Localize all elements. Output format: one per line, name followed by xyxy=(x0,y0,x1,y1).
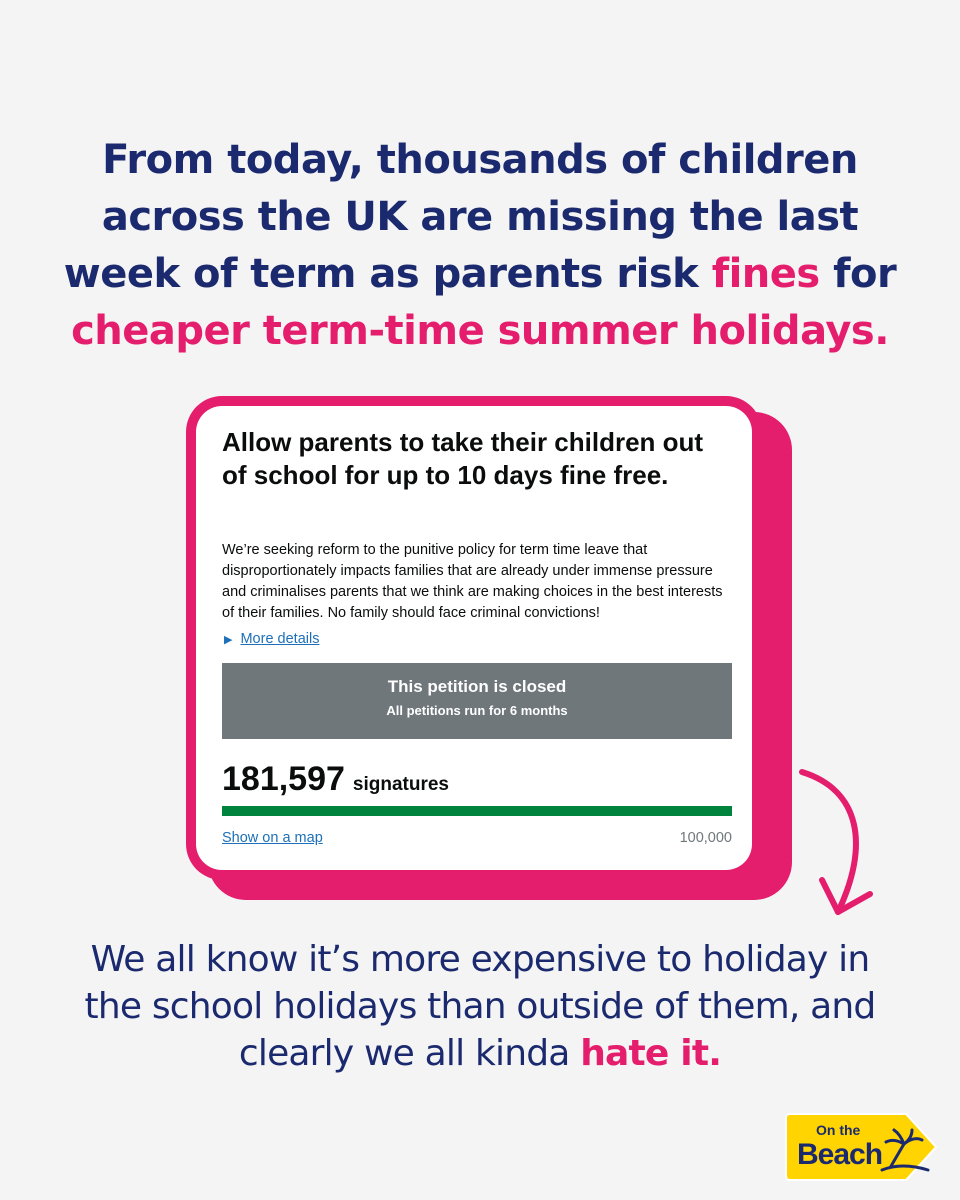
logo-text-big: Beach xyxy=(797,1138,883,1171)
triangle-right-icon: ▶ xyxy=(224,634,233,646)
petition-closed-banner xyxy=(222,663,732,739)
signature-row xyxy=(222,760,449,799)
headline-line-3 xyxy=(20,246,940,303)
headline-line-1: From today, thousands of children xyxy=(102,137,858,183)
headline-line-2: across the UK are missing the last xyxy=(101,194,859,240)
headline-line-3-pre: week of term as parents risk xyxy=(63,251,712,297)
signature-target: 100,000 xyxy=(679,830,732,846)
bottom-line-2: the school holidays than outside of them, and xyxy=(84,986,876,1027)
bottom-line-1: We all know it’s more expensive to holiday in xyxy=(90,939,870,980)
more-details-link[interactable]: More details xyxy=(240,631,320,647)
petition-card xyxy=(196,406,752,870)
show-on-map-link[interactable]: Show on a map xyxy=(222,830,323,846)
headline xyxy=(20,132,940,360)
petition-title: Allow parents to take their children out of school for up to 10 days fine free. xyxy=(222,427,704,490)
headline-line-4: cheaper term-time summer holidays. xyxy=(71,308,889,354)
signature-label: signatures xyxy=(352,774,449,795)
bottom-line-3-pre: clearly we all kinda xyxy=(238,1033,581,1074)
petition-description: We’re seeking reform to the punitive policy for term time leave that disproportionately impacts families that are already under immense pressure and criminalises parents that we think are making choices in the best interests of their families. No family should face criminal convictions! xyxy=(222,542,723,621)
more-details-toggle[interactable] xyxy=(224,631,319,647)
bottom-hate-it: hate it. xyxy=(580,1033,722,1074)
closed-title: This petition is closed xyxy=(387,677,567,696)
signature-progress-bar xyxy=(222,806,732,816)
signature-progress-fill xyxy=(222,806,732,816)
closed-subtitle: All petitions run for 6 months xyxy=(386,703,568,718)
bottom-text xyxy=(40,936,920,1077)
curved-arrow-icon xyxy=(790,760,890,930)
headline-fines: fines xyxy=(711,251,820,297)
signature-count: 181,597 xyxy=(222,760,345,798)
headline-line-3-post: for xyxy=(819,251,897,297)
bottom-line-3 xyxy=(40,1030,920,1077)
logo-text-small: On the xyxy=(816,1122,861,1138)
